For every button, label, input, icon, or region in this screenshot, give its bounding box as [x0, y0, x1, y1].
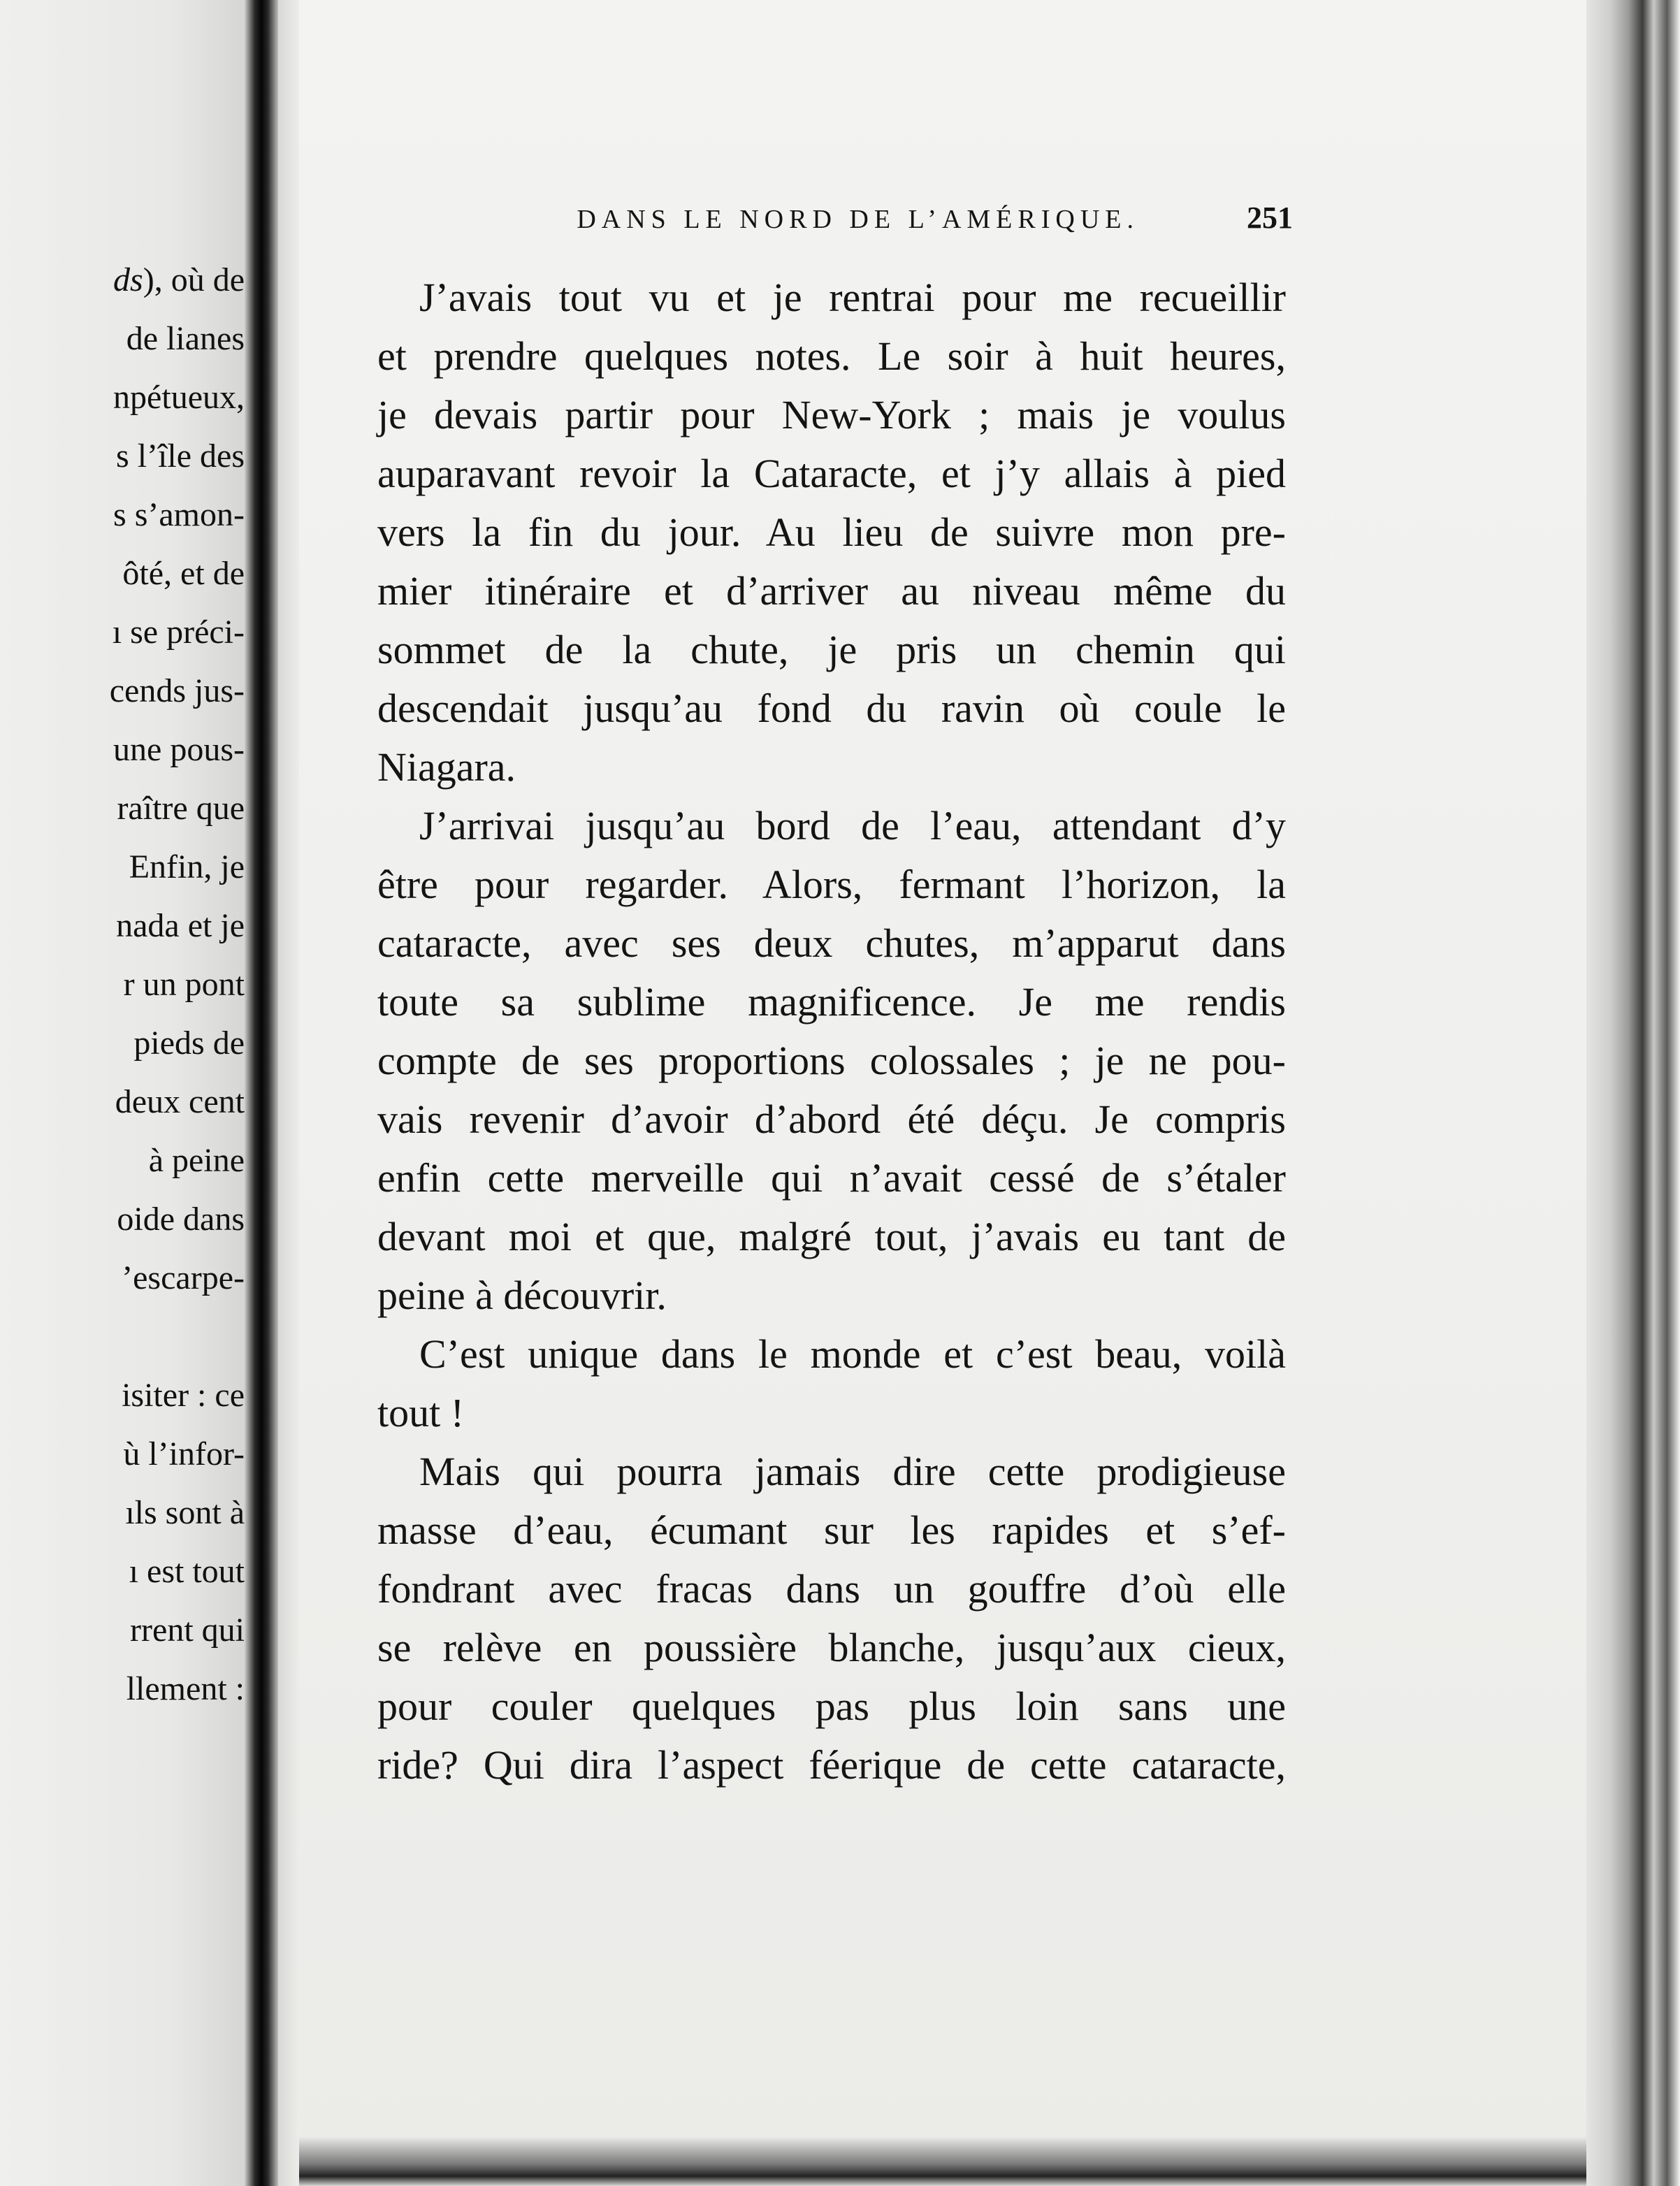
facing-page-line — [0, 956, 245, 1013]
facing-page-italic: ds — [113, 261, 143, 298]
facing-page-line — [0, 839, 245, 896]
facing-page-line — [0, 1015, 245, 1072]
facing-page-text: à peine — [148, 1142, 245, 1179]
facing-page-text: ), où de — [143, 261, 245, 298]
text-line: vais revenir d’avoir d’abord été déçu. Je compris — [377, 1096, 1286, 1142]
facing-page-text: llement : — [126, 1670, 245, 1707]
facing-page-text: une pous- — [113, 731, 245, 768]
facing-page-line — [0, 1660, 245, 1718]
text-line: peine à découvrir. — [377, 1273, 667, 1318]
facing-page-line — [0, 721, 245, 779]
text-line: J’avais tout vu et je rentrai pour me recueillir — [419, 275, 1286, 320]
facing-page-text: ı se préci- — [112, 614, 245, 651]
facing-page-line — [0, 1484, 245, 1542]
facing-page-text: nada et je — [116, 907, 245, 944]
text-line: ride? Qui dira l’aspect féerique de cette cataracte, — [377, 1742, 1286, 1788]
facing-page-text: raître que — [117, 790, 245, 827]
facing-page-line — [0, 1308, 245, 1366]
facing-page-line — [0, 663, 245, 720]
facing-page-line — [0, 1543, 245, 1600]
text-line: tout ! — [377, 1390, 465, 1435]
page-bottom-edge — [299, 2137, 1586, 2186]
facing-page-text: ù l’infor- — [123, 1435, 245, 1472]
facing-page-line — [0, 1367, 245, 1424]
text-line: je devais partir pour New-York ; mais je voulus — [377, 392, 1286, 437]
facing-page-line — [0, 1426, 245, 1483]
facing-page-text: pieds de — [133, 1025, 245, 1062]
facing-page-text: ı est tout — [129, 1553, 245, 1590]
text-line: et prendre quelques notes. Le soir à huit heures, — [377, 333, 1286, 379]
text-line: devant moi et que, malgré tout, j’avais eu tant de — [377, 1214, 1286, 1259]
text-line: Mais qui pourra jamais dire cette prodigieuse — [419, 1449, 1286, 1494]
text-line: mier itinéraire et d’arriver au niveau même du — [377, 568, 1286, 614]
facing-page-text: s s’amon- — [113, 496, 245, 533]
text-line: toute sa sublime magnificence. Je me rendis — [377, 979, 1286, 1025]
facing-page-text: ıls sont à — [125, 1494, 245, 1531]
text-line: auparavant revoir la Cataracte, et j’y allais à pied — [377, 451, 1286, 496]
facing-page-text: oide dans — [117, 1201, 245, 1238]
facing-page-fragment — [0, 0, 245, 2186]
facing-page-line — [0, 545, 245, 602]
facing-page-line — [0, 897, 245, 955]
facing-page-line — [0, 1073, 245, 1131]
facing-page-line — [0, 1191, 245, 1248]
text-line: C’est unique dans le monde et c’est beau, voilà — [419, 1331, 1286, 1377]
text-line: vers la fin du jour. Au lieu de suivre mon pre- — [377, 509, 1286, 555]
facing-page-line — [0, 604, 245, 661]
text-line: sommet de la chute, je pris un chemin qui — [377, 627, 1286, 672]
facing-page-line — [0, 428, 245, 485]
facing-page-text: isiter : ce — [122, 1377, 245, 1414]
text-line: fondrant avec fracas dans un gouffre d’où elle — [377, 1566, 1286, 1612]
facing-page-text: Enfin, je — [129, 848, 245, 885]
facing-page-line — [0, 1602, 245, 1659]
facing-page-line — [0, 486, 245, 544]
text-line: être pour regarder. Alors, fermant l’horizon, la — [377, 862, 1286, 907]
text-line: pour couler quelques pas plus loin sans une — [377, 1684, 1286, 1729]
facing-page-text: s l’île des — [116, 437, 245, 475]
facing-page-line — [0, 780, 245, 837]
facing-page-text: npétueux, — [113, 379, 245, 416]
text-line: descendait jusqu’au fond du ravin où coule le — [377, 686, 1286, 731]
facing-page-line — [0, 1132, 245, 1189]
text-line: masse d’eau, écumant sur les rapides et s’ef- — [377, 1507, 1286, 1553]
facing-page-text: deux cent — [115, 1083, 245, 1120]
facing-page-text: rrent qui — [130, 1612, 245, 1649]
facing-page-line — [0, 1250, 245, 1307]
text-line: se relève en poussière blanche, jusqu’aux cieux, — [377, 1625, 1286, 1670]
gutter-shadow — [278, 0, 299, 2186]
running-head: DANS LE NORD DE L’AMÉRIQUE. — [577, 205, 1139, 234]
facing-page-text: cends jus- — [109, 672, 245, 709]
facing-page-line — [0, 369, 245, 426]
facing-page-line — [0, 310, 245, 368]
facing-page-line — [0, 252, 245, 309]
facing-page-text: de lianes — [126, 320, 245, 357]
page-number: 251 — [1247, 201, 1293, 235]
text-line: enfin cette merveille qui n’avait cessé de s’étaler — [377, 1155, 1286, 1201]
facing-page-text: ôté, et de — [122, 555, 245, 592]
book-gutter — [245, 0, 278, 2186]
text-line: J’arrivai jusqu’au bord de l’eau, attendant d’y — [419, 803, 1286, 848]
text-line: cataracte, avec ses deux chutes, m’apparut dans — [377, 920, 1286, 966]
facing-page-text: r un pont — [123, 966, 245, 1003]
text-line: compte de ses proportions colossales ; je ne pou- — [377, 1038, 1286, 1083]
page-edges — [1586, 0, 1680, 2186]
facing-page-text: ’escarpe- — [122, 1259, 245, 1296]
text-line: Niagara. — [377, 744, 516, 790]
